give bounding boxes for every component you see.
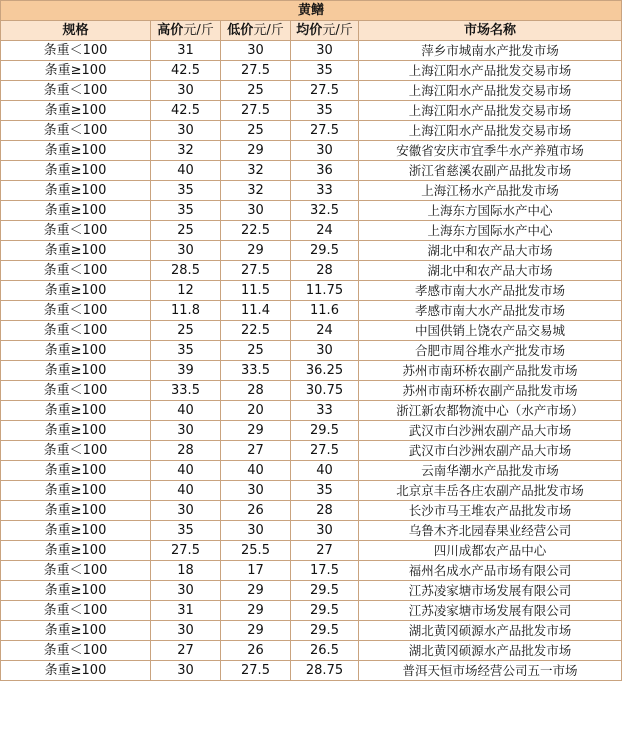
cell-avg-price: 30 [291, 341, 359, 361]
table-row [1, 481, 622, 501]
table-row [1, 341, 622, 361]
cell-spec: 条重≥100 [1, 541, 151, 561]
cell-low-price: 11.4 [221, 301, 291, 321]
cell-market-name: 孝感市南大水产品批发市场 [359, 301, 622, 321]
cell-market-name: 湖北中和农产品大市场 [359, 241, 622, 261]
cell-high-price: 30 [151, 661, 221, 681]
cell-avg-price: 36.25 [291, 361, 359, 381]
cell-high-price: 40 [151, 161, 221, 181]
table-row [1, 261, 622, 281]
cell-spec: 条重＜100 [1, 561, 151, 581]
table-row [1, 421, 622, 441]
cell-market-name: 武汉市白沙洲农副产品大市场 [359, 421, 622, 441]
table-row [1, 641, 622, 661]
cell-spec: 条重≥100 [1, 61, 151, 81]
cell-high-price: 30 [151, 81, 221, 101]
table-row [1, 141, 622, 161]
table-body [1, 41, 622, 681]
cell-spec: 条重＜100 [1, 81, 151, 101]
cell-spec: 条重＜100 [1, 381, 151, 401]
cell-high-price: 12 [151, 281, 221, 301]
cell-low-price: 40 [221, 461, 291, 481]
cell-high-price: 28.5 [151, 261, 221, 281]
cell-low-price: 25 [221, 121, 291, 141]
table-row [1, 241, 622, 261]
cell-market-name: 福州名成水产品市场有限公司 [359, 561, 622, 581]
cell-spec: 条重≥100 [1, 461, 151, 481]
table-row [1, 521, 622, 541]
cell-spec: 条重≥100 [1, 281, 151, 301]
table-title-row [1, 1, 622, 21]
cell-spec: 条重＜100 [1, 641, 151, 661]
table-row [1, 541, 622, 561]
table-row [1, 601, 622, 621]
cell-low-price: 25 [221, 341, 291, 361]
cell-spec: 条重＜100 [1, 261, 151, 281]
table-row [1, 461, 622, 481]
cell-market-name: 普洱天恒市场经营公司五一市场 [359, 661, 622, 681]
table-row [1, 121, 622, 141]
cell-avg-price: 36 [291, 161, 359, 181]
cell-avg-price: 11.75 [291, 281, 359, 301]
cell-low-price: 11.5 [221, 281, 291, 301]
cell-market-name: 上海东方国际水产中心 [359, 221, 622, 241]
cell-market-name: 萍乡市城南水产批发市场 [359, 41, 622, 61]
table-row [1, 361, 622, 381]
cell-low-price: 27.5 [221, 261, 291, 281]
cell-high-price: 39 [151, 361, 221, 381]
table-row [1, 181, 622, 201]
cell-market-name: 安徽省安庆市宜季牛水产养殖市场 [359, 141, 622, 161]
cell-spec: 条重≥100 [1, 621, 151, 641]
cell-low-price: 29 [221, 241, 291, 261]
cell-spec: 条重＜100 [1, 41, 151, 61]
cell-market-name: 四川成都农产品中心 [359, 541, 622, 561]
cell-low-price: 29 [221, 421, 291, 441]
table-header-row [1, 21, 622, 41]
table-row [1, 61, 622, 81]
cell-market-name: 湖北中和农产品大市场 [359, 261, 622, 281]
cell-avg-price: 40 [291, 461, 359, 481]
cell-avg-price: 29.5 [291, 421, 359, 441]
table-row [1, 281, 622, 301]
cell-high-price: 40 [151, 481, 221, 501]
column-header-market-name: 市场名称 [359, 21, 622, 41]
cell-low-price: 30 [221, 521, 291, 541]
cell-spec: 条重≥100 [1, 481, 151, 501]
cell-low-price: 22.5 [221, 221, 291, 241]
cell-high-price: 28 [151, 441, 221, 461]
cell-low-price: 25.5 [221, 541, 291, 561]
cell-low-price: 32 [221, 161, 291, 181]
cell-avg-price: 26.5 [291, 641, 359, 661]
cell-spec: 条重≥100 [1, 581, 151, 601]
cell-high-price: 32 [151, 141, 221, 161]
cell-avg-price: 11.6 [291, 301, 359, 321]
cell-high-price: 42.5 [151, 61, 221, 81]
cell-low-price: 30 [221, 481, 291, 501]
cell-market-name: 苏州市南环桥农副产品批发市场 [359, 381, 622, 401]
column-header-low-price: 低价元/斤 [221, 21, 291, 41]
cell-high-price: 40 [151, 401, 221, 421]
cell-market-name: 浙江省慈溪农副产品批发市场 [359, 161, 622, 181]
table-row [1, 441, 622, 461]
cell-avg-price: 28.75 [291, 661, 359, 681]
cell-spec: 条重＜100 [1, 121, 151, 141]
cell-avg-price: 27.5 [291, 121, 359, 141]
cell-high-price: 18 [151, 561, 221, 581]
cell-spec: 条重≥100 [1, 181, 151, 201]
cell-avg-price: 24 [291, 221, 359, 241]
cell-high-price: 25 [151, 321, 221, 341]
cell-avg-price: 24 [291, 321, 359, 341]
cell-low-price: 33.5 [221, 361, 291, 381]
cell-market-name: 上海江阳水产品批发交易市场 [359, 61, 622, 81]
cell-avg-price: 27 [291, 541, 359, 561]
cell-spec: 条重≥100 [1, 401, 151, 421]
cell-avg-price: 35 [291, 481, 359, 501]
table-row [1, 81, 622, 101]
table-row [1, 41, 622, 61]
cell-avg-price: 33 [291, 401, 359, 421]
cell-high-price: 11.8 [151, 301, 221, 321]
cell-avg-price: 35 [291, 101, 359, 121]
cell-low-price: 29 [221, 141, 291, 161]
cell-avg-price: 29.5 [291, 581, 359, 601]
cell-low-price: 30 [221, 201, 291, 221]
cell-low-price: 28 [221, 381, 291, 401]
cell-avg-price: 32.5 [291, 201, 359, 221]
cell-spec: 条重≥100 [1, 661, 151, 681]
cell-avg-price: 29.5 [291, 621, 359, 641]
cell-market-name: 湖北黄冈硕源水产品批发市场 [359, 621, 622, 641]
cell-market-name: 合肥市周谷堆水产批发市场 [359, 341, 622, 361]
cell-spec: 条重＜100 [1, 601, 151, 621]
cell-avg-price: 17.5 [291, 561, 359, 581]
cell-spec: 条重≥100 [1, 241, 151, 261]
cell-high-price: 42.5 [151, 101, 221, 121]
cell-avg-price: 30 [291, 521, 359, 541]
table-row [1, 201, 622, 221]
cell-spec: 条重≥100 [1, 341, 151, 361]
cell-spec: 条重＜100 [1, 221, 151, 241]
cell-high-price: 30 [151, 621, 221, 641]
cell-low-price: 27 [221, 441, 291, 461]
cell-high-price: 30 [151, 421, 221, 441]
cell-low-price: 17 [221, 561, 291, 581]
table-title: 黄鳝 [1, 1, 622, 21]
cell-high-price: 30 [151, 581, 221, 601]
cell-spec: 条重≥100 [1, 101, 151, 121]
cell-high-price: 30 [151, 241, 221, 261]
cell-market-name: 北京京丰岳各庄农副产品批发市场 [359, 481, 622, 501]
table-row [1, 301, 622, 321]
cell-market-name: 中国供销上饶农产品交易城 [359, 321, 622, 341]
cell-avg-price: 28 [291, 261, 359, 281]
cell-market-name: 苏州市南环桥农副产品批发市场 [359, 361, 622, 381]
cell-high-price: 33.5 [151, 381, 221, 401]
cell-market-name: 江苏凌家塘市场发展有限公司 [359, 601, 622, 621]
cell-spec: 条重≥100 [1, 361, 151, 381]
cell-spec: 条重≥100 [1, 141, 151, 161]
cell-market-name: 湖北黄冈硕源水产品批发市场 [359, 641, 622, 661]
cell-spec: 条重≥100 [1, 501, 151, 521]
cell-avg-price: 29.5 [291, 601, 359, 621]
table-row [1, 221, 622, 241]
cell-avg-price: 27.5 [291, 81, 359, 101]
cell-high-price: 35 [151, 521, 221, 541]
cell-avg-price: 30 [291, 141, 359, 161]
table-row [1, 321, 622, 341]
cell-market-name: 云南华潮水产品批发市场 [359, 461, 622, 481]
table-row [1, 661, 622, 681]
cell-high-price: 35 [151, 181, 221, 201]
cell-low-price: 26 [221, 501, 291, 521]
cell-low-price: 26 [221, 641, 291, 661]
cell-low-price: 27.5 [221, 101, 291, 121]
cell-avg-price: 30 [291, 41, 359, 61]
cell-avg-price: 29.5 [291, 241, 359, 261]
cell-spec: 条重＜100 [1, 301, 151, 321]
cell-low-price: 29 [221, 581, 291, 601]
cell-high-price: 31 [151, 41, 221, 61]
column-header-spec: 规格 [1, 21, 151, 41]
cell-market-name: 江苏凌家塘市场发展有限公司 [359, 581, 622, 601]
table-row [1, 101, 622, 121]
cell-high-price: 25 [151, 221, 221, 241]
table-row [1, 401, 622, 421]
cell-market-name: 上海江阳水产品批发交易市场 [359, 101, 622, 121]
cell-avg-price: 27.5 [291, 441, 359, 461]
cell-market-name: 上海江阳水产品批发交易市场 [359, 81, 622, 101]
cell-spec: 条重≥100 [1, 521, 151, 541]
cell-low-price: 22.5 [221, 321, 291, 341]
column-header-high-price: 高价元/斤 [151, 21, 221, 41]
cell-low-price: 25 [221, 81, 291, 101]
cell-high-price: 30 [151, 501, 221, 521]
cell-market-name: 上海江阳水产品批发交易市场 [359, 121, 622, 141]
cell-low-price: 20 [221, 401, 291, 421]
cell-spec: 条重≥100 [1, 161, 151, 181]
cell-high-price: 27 [151, 641, 221, 661]
cell-market-name: 上海江杨水产品批发市场 [359, 181, 622, 201]
cell-high-price: 35 [151, 201, 221, 221]
column-header-avg-price: 均价元/斤 [291, 21, 359, 41]
cell-low-price: 27.5 [221, 661, 291, 681]
cell-spec: 条重＜100 [1, 441, 151, 461]
cell-low-price: 32 [221, 181, 291, 201]
cell-market-name: 武汉市白沙洲农副产品大市场 [359, 441, 622, 461]
table-row [1, 621, 622, 641]
cell-avg-price: 33 [291, 181, 359, 201]
cell-low-price: 29 [221, 601, 291, 621]
cell-market-name: 上海东方国际水产中心 [359, 201, 622, 221]
cell-market-name: 长沙市马王堆农产品批发市场 [359, 501, 622, 521]
cell-high-price: 27.5 [151, 541, 221, 561]
cell-avg-price: 35 [291, 61, 359, 81]
cell-market-name: 乌鲁木齐北园春果业经营公司 [359, 521, 622, 541]
cell-market-name: 孝感市南大水产品批发市场 [359, 281, 622, 301]
table-row [1, 381, 622, 401]
table-row [1, 501, 622, 521]
cell-spec: 条重≥100 [1, 201, 151, 221]
cell-low-price: 30 [221, 41, 291, 61]
cell-high-price: 35 [151, 341, 221, 361]
cell-high-price: 31 [151, 601, 221, 621]
cell-low-price: 29 [221, 621, 291, 641]
cell-high-price: 40 [151, 461, 221, 481]
table-row [1, 581, 622, 601]
cell-spec: 条重＜100 [1, 321, 151, 341]
cell-avg-price: 30.75 [291, 381, 359, 401]
cell-high-price: 30 [151, 121, 221, 141]
table-row [1, 561, 622, 581]
cell-spec: 条重≥100 [1, 421, 151, 441]
cell-low-price: 27.5 [221, 61, 291, 81]
cell-market-name: 浙江新农都物流中心（水产市场） [359, 401, 622, 421]
table-row [1, 161, 622, 181]
cell-avg-price: 28 [291, 501, 359, 521]
